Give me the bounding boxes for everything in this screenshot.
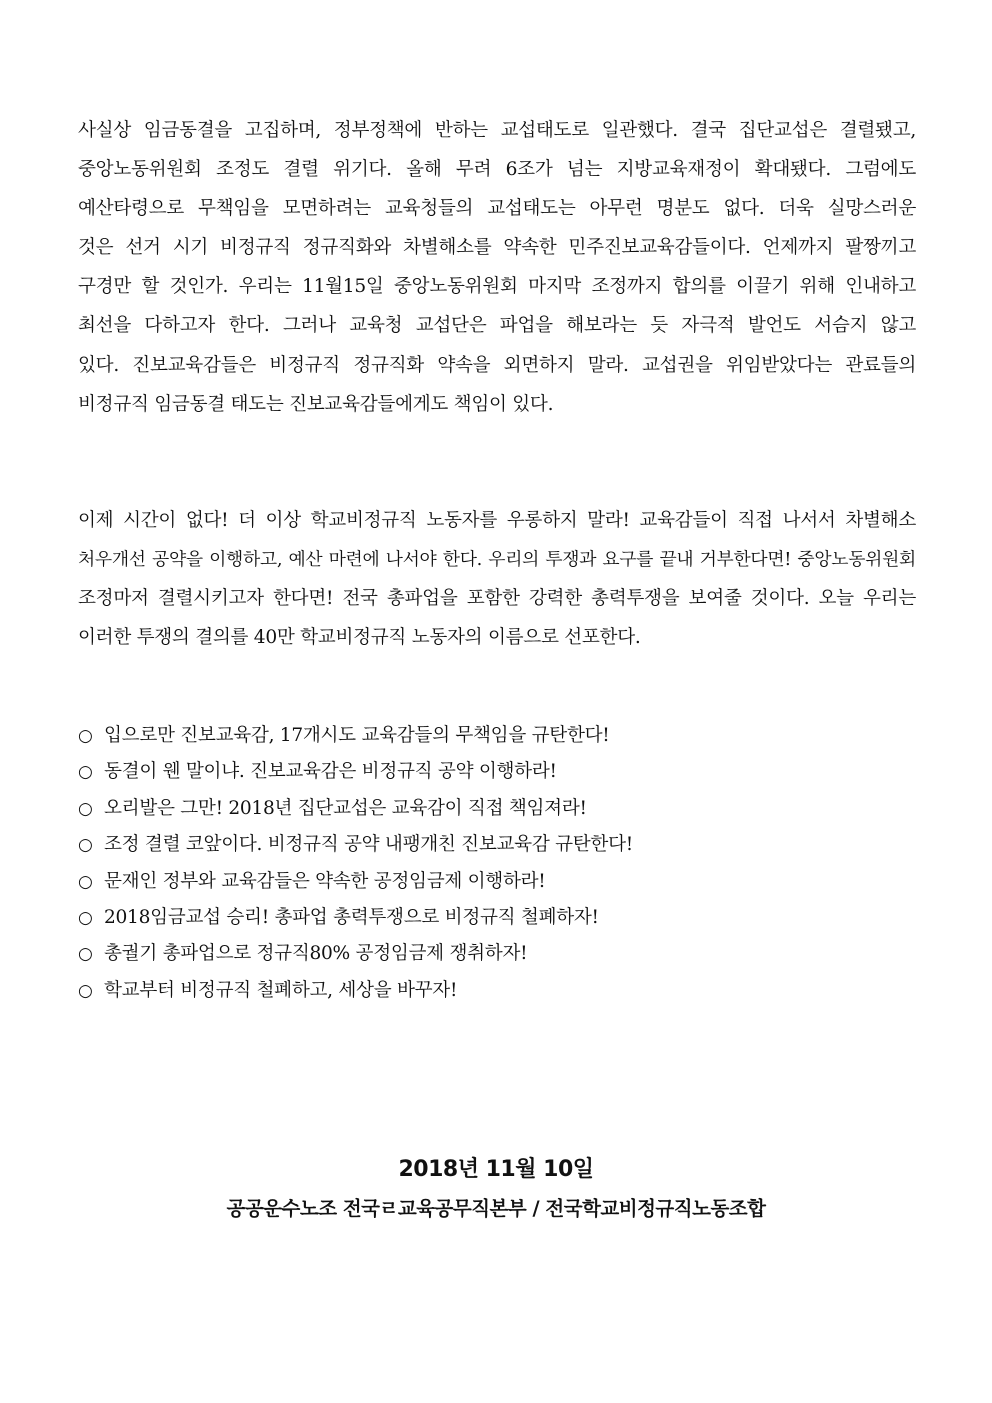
circle-bullet-icon: ○ <box>78 762 93 783</box>
paragraph-line: 처우개선 공약을 이행하고, 예산 마련에 나서야 한다. 우리의 투쟁과 요구를 끝내 거부한다면! 중앙노동위원회 <box>78 549 916 571</box>
slogan-item <box>78 827 916 863</box>
circle-bullet-icon: ○ <box>78 835 93 856</box>
slogan-text: 학교부터 비정규직 철폐하고, 세상을 바꾸자! <box>104 979 458 1001</box>
slogan-text: 동결이 웬 말이냐. 진보교육감은 비정규직 공약 이행하라! <box>104 761 557 783</box>
slogan-item <box>78 718 916 754</box>
slogan-text: 2018임금교섭 승리! 총파업 총력투쟁으로 비정규직 철폐하자! <box>104 907 599 929</box>
slogan-item <box>78 754 916 790</box>
slogan-item <box>78 791 916 827</box>
circle-bullet-icon: ○ <box>78 871 93 892</box>
slogan-item <box>78 900 916 936</box>
slogan-text: 오리발은 그만! 2018년 집단교섭은 교육감이 직접 책임져라! <box>104 797 587 819</box>
circle-bullet-icon: ○ <box>78 908 93 929</box>
statement-date: 2018년 11월 10일 <box>398 1157 594 1182</box>
slogan-list <box>78 718 916 1009</box>
body-paragraph-1 <box>78 111 916 424</box>
circle-bullet-icon: ○ <box>78 944 93 965</box>
slogan-item <box>78 973 916 1009</box>
paragraph-line: 조정마저 결렬시키고자 한다면! 전국 총파업을 포함한 강력한 총력투쟁을 보여줄 것이다. 오늘 우리는 <box>78 588 916 610</box>
slogan-text: 문재인 정부와 교육감들은 약속한 공정임금제 이행하라! <box>104 870 546 892</box>
slogan-item <box>78 864 916 900</box>
paragraph-line: 사실상 임금동결을 고집하며, 정부정책에 반하는 교섭태도로 일관했다. 결국 집단교섭은 결렬됐고, <box>78 120 916 141</box>
paragraph-line: 것은 선거 시기 비정규직 정규직화와 차별해소를 약속한 민주진보교육감들이다. 언제까지 팔짱끼고 <box>78 237 916 259</box>
slogan-text: 총궐기 총파업으로 정규직80% 공정임금제 쟁취하자! <box>104 943 528 965</box>
circle-bullet-icon: ○ <box>78 726 93 746</box>
paragraph-line: 중앙노동위원회 조정도 결렬 위기다. 올해 무려 6조가 넘는 지방교육재정이 확대됐다. 그럼에도 <box>78 159 916 181</box>
slogan-item <box>78 936 916 972</box>
circle-bullet-icon: ○ <box>78 980 93 1001</box>
paragraph-line: 최선을 다하고자 한다. 그러나 교육청 교섭단은 파업을 해보라는 듯 자극적 발언도 서슴지 않고 <box>78 315 916 337</box>
issuing-organizations: 공공운수노조 전국ㄹ교육공무직본부 / 전국학교비정규직노동조합 <box>226 1197 766 1220</box>
slogan-text: 조정 결렬 코앞이다. 비정규직 공약 내팽개친 진보교육감 규탄한다! <box>104 834 633 856</box>
paragraph-line: 비정규직 임금동결 태도는 진보교육감들에게도 책임이 있다. <box>78 393 554 415</box>
paragraph-line: 이러한 투쟁의 결의를 40만 학교비정규직 노동자의 이름으로 선포한다. <box>78 627 641 649</box>
circle-bullet-icon: ○ <box>78 798 93 819</box>
paragraph-line: 있다. 진보교육감들은 비정규직 정규직화 약속을 외면하지 말라. 교섭권을 위임받았다는 관료들의 <box>78 354 916 376</box>
paragraph-line: 구경만 할 것인가. 우리는 11월15일 중앙노동위원회 마지막 조정까지 합의를 이끌기 위해 인내하고 <box>78 276 916 298</box>
body-paragraph-2 <box>78 501 916 657</box>
slogan-text: 입으로만 진보교육감, 17개시도 교육감들의 무책임을 규탄한다! <box>104 725 610 746</box>
paragraph-line: 예산타령으로 무책임을 모면하려는 교육청들의 교섭태도는 아무런 명분도 없다. 더욱 실망스러운 <box>78 198 916 220</box>
paragraph-line: 이제 시간이 없다! 더 이상 학교비정규직 노동자를 우롱하지 말라! 교육감들이 직접 나서서 차별해소 <box>78 510 916 531</box>
